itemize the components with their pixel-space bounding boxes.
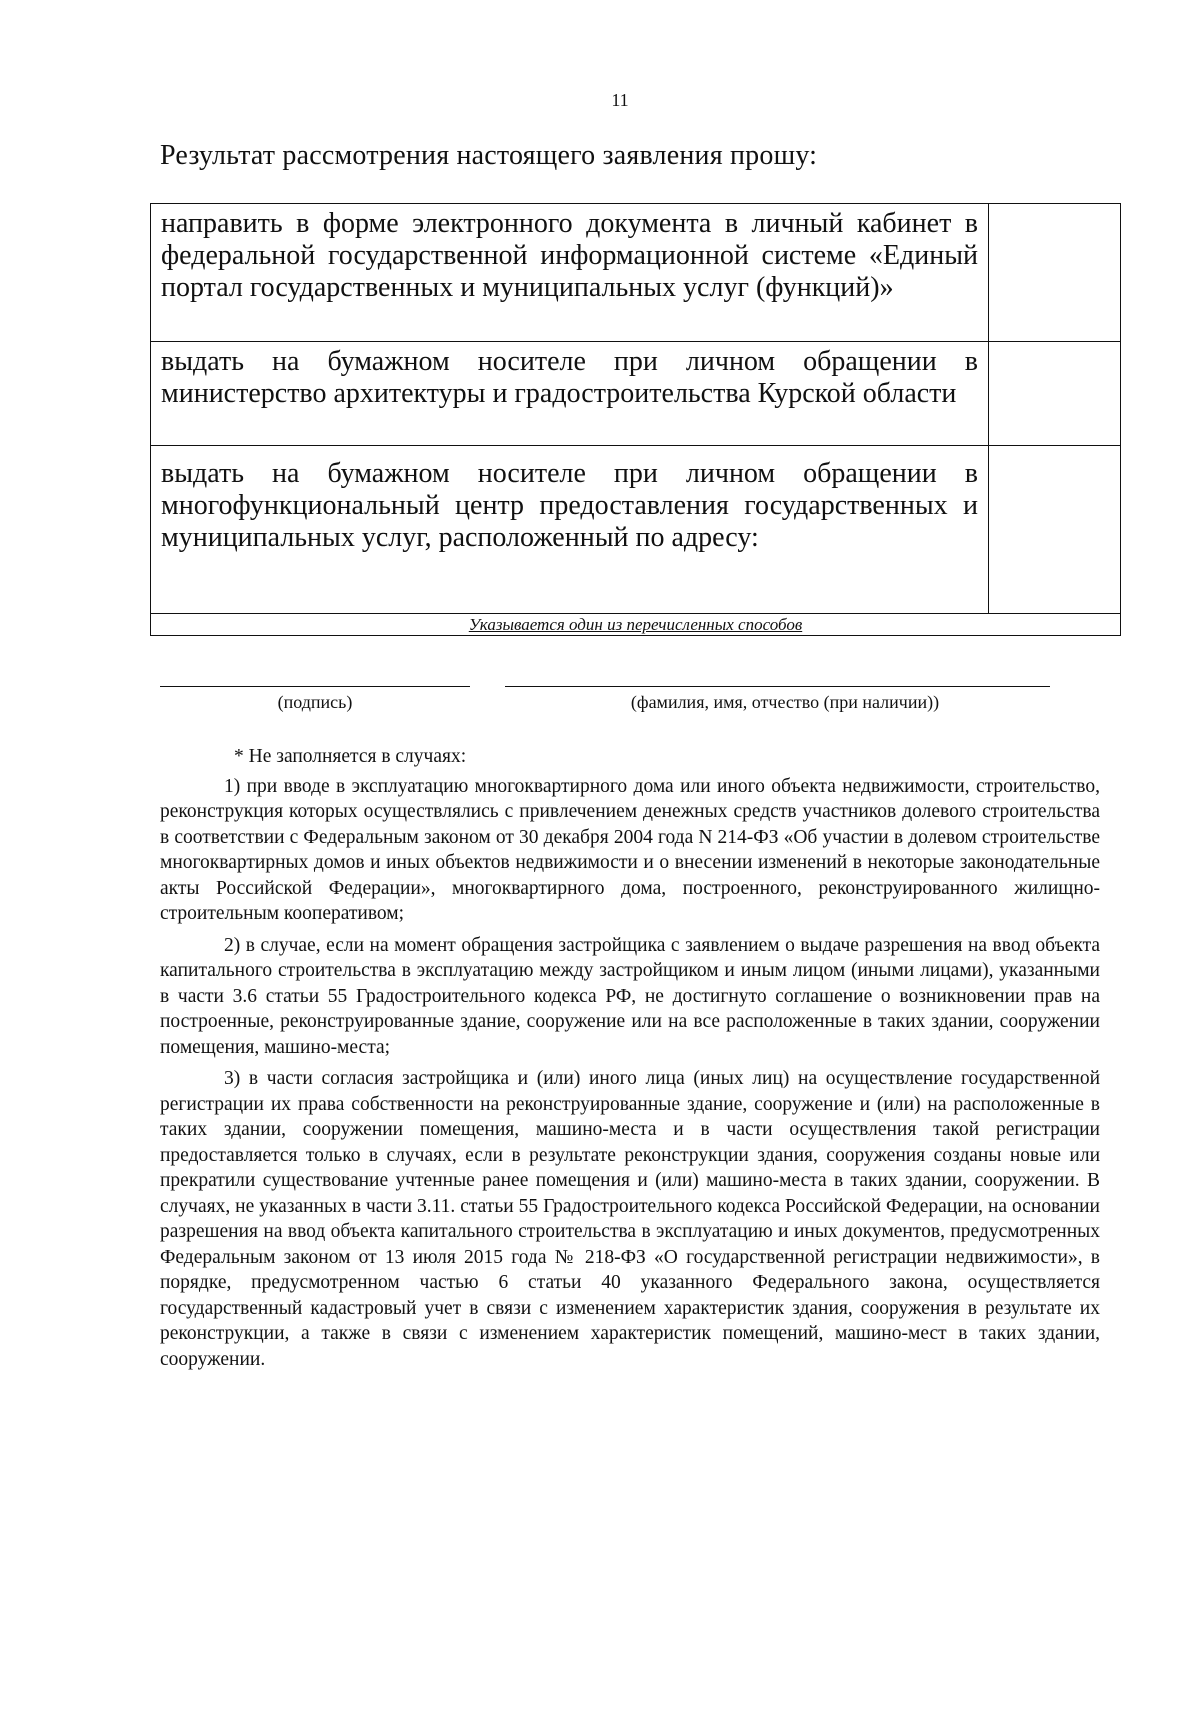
footnote-section [160, 744, 1100, 1378]
delivery-option-text: направить в форме электронного документа в личный кабинет в федеральной государственной информационной системе «Единый портал государственных и муниципальных услуг (функций)» [151, 204, 989, 342]
signature-caption: (подпись) [277, 692, 353, 712]
signature-line[interactable] [160, 686, 470, 687]
delivery-option-row [151, 204, 1121, 342]
delivery-option-row [151, 446, 1121, 614]
footnote-item: 1) при вводе в эксплуатацию многоквартирного дома или иного объекта недвижимости, строительство, реконструкция которых осуществлялись с привлечением денежных средств участников долевого строительства в соответствии с Федеральным законом от 30 декабря 2004 года N 214-ФЗ «Об участии в долевом строительстве многоквартирных домов и иных объектов недвижимости и о внесении изменений в некоторые законодательные акты Российской Федерации», многоквартирного дома, построенного, реконструированного жилищно-строительным кооперативом; [160, 775, 1100, 924]
delivery-option-text: выдать на бумажном носителе при личном обращении в министерство архитектуры и градостроительства Курской области [151, 342, 989, 446]
footnote-heading: * Не заполняется в случаях: [234, 746, 467, 767]
full-name-caption: (фамилия, имя, отчество (при наличии)) [630, 692, 940, 712]
options-note-text: Указывается один из перечисленных способов [468, 615, 803, 634]
intro-heading: Результат рассмотрения настоящего заявления прошу: [160, 140, 818, 171]
options-note [151, 614, 1121, 636]
footnote-item: 3) в части согласия застройщика и (или) иного лица (иных лиц) на осуществление государственной регистрации их права собственности на реконструированные здание, сооружение и (или) на расположенные в таких здании, сооружении помещения, машино-места и в части осуществления такой регистрации предоставляется только в случаях, если в результате реконструкции здания, сооружения созданы новые или прекратили существование учтенные ранее помещения и (или) машино-места в таких здании, сооружении. В случаях, не указанных в части 3.11. статьи 55 Градостроительного кодекса Российской Федерации, на основании разрешения на ввод объекта капитального строительства в эксплуатацию и иных документов, предусмотренных Федеральным законом от 13 июля 2015 года № 218-ФЗ «О государственной регистрации недвижимости», в порядке, предусмотренном частью 6 статьи 40 указанного Федерального закона, осуществляется государственный кадастровый учет в связи с изменением характеристик здания, сооружения в результате их реконструкции, а также в связи с изменением характеристик помещений, машино-мест в таких здании, сооружении. [160, 1068, 1100, 1370]
delivery-option-text: выдать на бумажном носителе при личном обращении в многофункциональный центр предоставления государственных и муниципальных услуг, расположенный по адресу: [151, 446, 989, 614]
page-number: 11 [611, 90, 629, 110]
delivery-options-table [150, 203, 1121, 636]
delivery-option-checkbox[interactable] [989, 204, 1121, 342]
delivery-option-checkbox[interactable] [989, 446, 1121, 614]
delivery-option-row [151, 342, 1121, 446]
full-name-line[interactable] [505, 686, 1050, 687]
footnote-item: 2) в случае, если на момент обращения застройщика с заявлением о выдаче разрешения на ввод объекта капитального строительства в эксплуатацию между застройщиком и иным лицом (иными лицами), указанными в части 3.6 статьи 55 Градостроительного кодекса РФ, не достигнуто соглашение о возникновении прав на построенные, реконструированные здание, сооружение или на все расположенные в таких здании, сооружении помещения, машино-места; [160, 934, 1100, 1058]
options-note-row [151, 614, 1121, 636]
delivery-option-checkbox[interactable] [989, 342, 1121, 446]
